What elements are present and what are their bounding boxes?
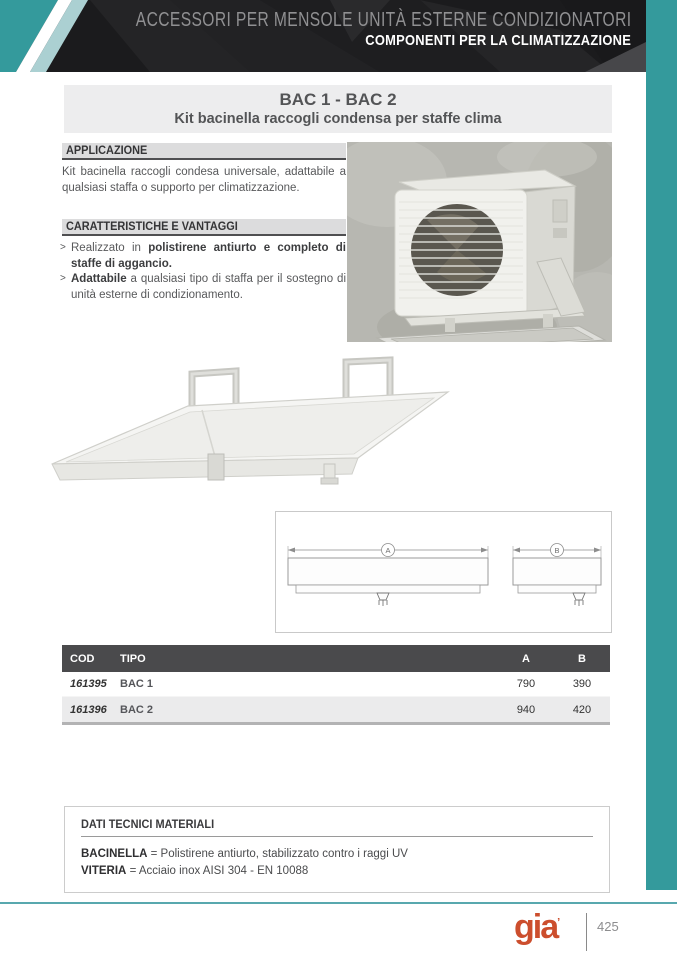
section-heading-caratteristiche: CARATTERISTICHE E VANTAGGI <box>62 219 346 236</box>
bullet-marker: > <box>60 241 66 253</box>
product-description: Kit bacinella raccogli condensa per staffe clima <box>174 111 502 127</box>
page-subtitle: COMPONENTI PER LA CLIMATIZZAZIONE <box>365 32 631 49</box>
col-header-tipo: TIPO <box>120 652 146 665</box>
page-number: 425 <box>597 919 619 934</box>
table-row <box>62 697 610 722</box>
product-drawing <box>40 352 460 512</box>
dimension-a-label: A <box>385 545 391 555</box>
col-header-b: B <box>578 652 586 665</box>
product-code: BAC 1 - BAC 2 <box>279 90 397 109</box>
page-title: ACCESSORI PER MENSOLE UNITÀ ESTERNE CONDIZIONATORI <box>135 9 631 31</box>
col-header-cod: COD <box>70 652 95 665</box>
cell-cod: 161396 <box>70 703 107 716</box>
cell-cod: 161395 <box>70 678 107 690</box>
spec-table <box>62 645 610 725</box>
footer-accent-rule <box>0 902 677 904</box>
tech-data-box <box>64 806 610 893</box>
cell-b: 390 <box>572 678 592 690</box>
product-title-box <box>64 85 612 133</box>
text-column <box>62 143 346 304</box>
tech-line: BACINELLA = Polistirene antiurto, stabilizzato contro i raggi UV <box>81 848 408 860</box>
brand-logo: gia’ <box>514 908 561 946</box>
table-bottom-rule <box>62 722 610 725</box>
footer-divider <box>586 913 587 951</box>
dimension-b-label: B <box>554 545 560 555</box>
feature-item: > Realizzato in polistirene antiurto e completo di staffe di aggancio. <box>60 241 346 270</box>
feature-list <box>62 241 346 304</box>
table-row <box>62 672 610 697</box>
cell-b: 420 <box>572 703 592 716</box>
cell-a: 790 <box>516 678 536 690</box>
section-heading-applicazione: APPLICAZIONE <box>62 143 346 160</box>
cell-a: 940 <box>516 703 536 716</box>
tech-heading: DATI TECNICI MATERIALI <box>81 819 215 831</box>
logo-mark: ’ <box>557 916 561 929</box>
applicazione-body: Kit bacinella raccogli condesa universale, adattabile a qualsiasi staffa o supporto per climatizzazione. <box>62 166 346 194</box>
tech-rule <box>81 836 593 837</box>
col-header-a: A <box>522 652 530 665</box>
dimension-diagram <box>275 511 612 633</box>
cell-tipo: BAC 2 <box>120 703 154 716</box>
product-photo <box>347 142 612 342</box>
tech-line: VITERIA = Acciaio inox AISI 304 - EN 10088 <box>81 865 309 878</box>
header-titles <box>0 9 631 50</box>
page-header <box>0 0 646 72</box>
side-accent-stripe <box>646 0 677 890</box>
bullet-marker: > <box>60 273 66 285</box>
table-header-row <box>62 645 610 672</box>
feature-item: > Adattabile a qualsiasi tipo di staffa per il sostegno di unità esterne di condizionamento. <box>60 273 346 302</box>
cell-tipo: BAC 1 <box>120 678 154 690</box>
